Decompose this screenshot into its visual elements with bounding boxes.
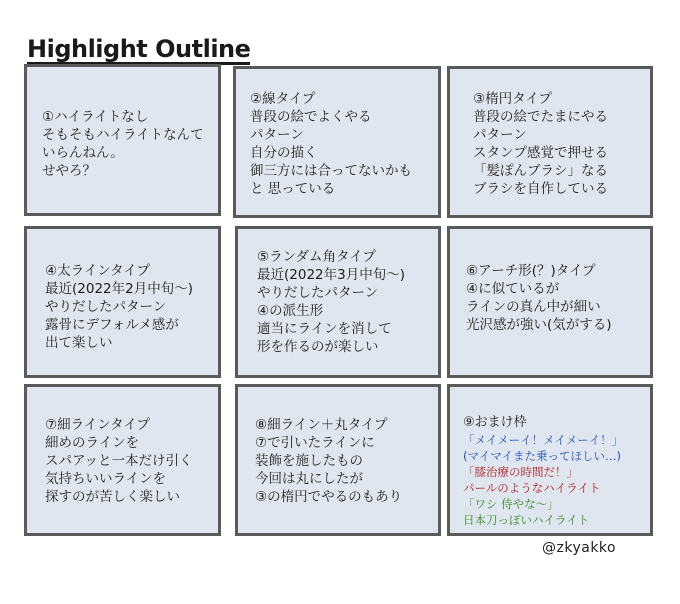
panel-9-line-red: 「膝治療の時間だ！」 (463, 465, 578, 479)
panel-9-line-green: 日本刀っぽいハイライト (463, 513, 590, 527)
panel-4-text (45, 262, 193, 352)
panel-8-line: ③の楕円でやるのもあり (255, 489, 403, 505)
panel-6-line: ④に似ているが (466, 281, 560, 297)
panel-7-text (45, 416, 193, 506)
panel-2-line: 御三方には合ってないかも (250, 163, 412, 179)
page-title: Highlight Outline (27, 35, 251, 63)
panel-5-line: 形を作るのが楽しい (257, 339, 379, 355)
panel-5-line: やりだしたパターン (257, 285, 379, 301)
panel-8-line: 今回は丸にしたが (255, 471, 363, 487)
panel-2-line: ②線タイプ (250, 91, 316, 107)
panel-2-text (250, 90, 412, 198)
panel-4-line: 露骨にデフォルメ感が (45, 317, 179, 333)
panel-8-line: ⑦で引いたラインに (255, 435, 375, 451)
panel-4-line: ④太ラインタイプ (45, 263, 150, 279)
panel-6-line: ⑥アーチ形(？)タイプ (466, 263, 596, 279)
panel-1-text (42, 108, 204, 180)
panel-5-text (257, 248, 405, 356)
panel-7-line: 探すのが苦しく楽しい (45, 489, 180, 505)
panel-8-line: ⑧細ライン＋丸タイプ (255, 417, 388, 433)
panel-4-line: 最近(2022年2月中旬〜) (45, 281, 193, 297)
panel-4-line: 出て楽しい (45, 335, 113, 351)
panel-3-line: ③楕円タイプ (473, 91, 552, 107)
panel-5-line: ④の派生形 (257, 303, 324, 319)
panel-2-line: 普段の絵でよくやる (250, 109, 372, 125)
panel-3-line: ブラシを自作している (473, 181, 608, 197)
panel-9-line-blue: 「メイメーイ！メイメーイ！」 (463, 433, 624, 447)
panel-3-line: スタンプ感覚で押せる (473, 145, 608, 161)
panel-5-line: 最近(2022年3月中旬〜) (257, 267, 405, 283)
panel-3-line: パターン (473, 127, 527, 143)
panel-7-line: 細めのラインを (45, 435, 140, 451)
panel-9-line-red: パールのようなハイライト (463, 481, 601, 495)
panel-1-line: いらんねん。 (42, 145, 124, 161)
author-signature: @zkyakko (542, 540, 617, 556)
panel-4-line: やりだしたパターン (45, 299, 167, 315)
panel-5-line: ⑤ランダム角タイプ (257, 249, 376, 265)
panel-6-line: ラインの真ん中が細い (466, 299, 601, 315)
panel-1-line: そもそもハイライトなんて (42, 127, 204, 143)
panel-7-line: ⑦細ラインタイプ (45, 417, 150, 433)
panel-6-text (466, 262, 612, 334)
panel-6-line: 光沢感が強い(気がする) (466, 317, 612, 333)
panel-3-text (473, 90, 608, 198)
panel-7-line: スパアッと一本だけ引く (45, 453, 193, 469)
panel-2-line: パターン (250, 127, 304, 143)
panel-1-line: せやろ？ (42, 163, 96, 179)
panel-2-line: 自分の描く (250, 145, 318, 161)
panel-9-line-green: 「ワシ 侍やな〜」 (463, 497, 559, 511)
panel-5-line: 適当にラインを消して (257, 321, 392, 337)
panel-9-heading: ⑨おまけ枠 (463, 415, 527, 430)
panel-9-text (463, 414, 623, 528)
panel-3-line: 「髪ぽんブラシ」なる (473, 163, 608, 179)
panel-8-text (255, 416, 402, 506)
panel-2-line: と 思っている (250, 181, 336, 197)
panel-3-line: 普段の絵でたまにやる (473, 109, 608, 125)
panel-7-line: 気持ちいいラインを (45, 471, 167, 487)
panel-1-line: ①ハイライトなし (42, 109, 149, 125)
panel-8-line: 装飾を施したもの (255, 453, 363, 469)
panel-9-line-blue: (マイマイまた乗ってほしい…) (463, 449, 622, 463)
